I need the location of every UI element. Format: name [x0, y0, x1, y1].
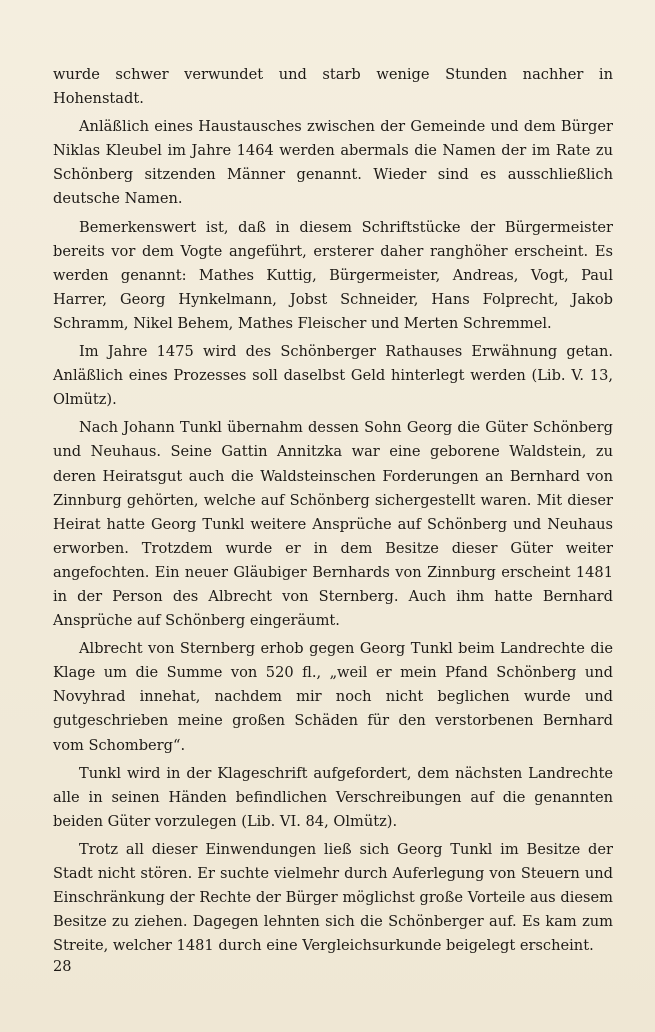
paragraph-klageschrift: Tunkl wird in der Klageschrift aufgefordert, dem nächsten Landrechte alle in seinen Händen befindlichen Verschreibungen auf die genannten beiden Güter vorzulegen (Lib. VI. 84, Olmütz). — [53, 764, 613, 830]
paragraph-albrecht-klage: Albrecht von Sternberg erhob gegen Georg Tunkl beim Landrechte die Klage um die Summe von 520 fl., „weil er mein Pfand Schönberg und Novyhrad innehat, nachdem mir noch nicht beglichen wurde und gutgeschrieben meine großen Schäden für den verstorbenen Bernhard vom Schomberg“. — [53, 640, 613, 754]
paragraph-rathaus: Im Jahre 1475 wird des Schönberger Rathauses Erwähnung getan. Anläßlich eines Prozesses soll daselbst Geld hinterlegt werden (Lib. V. 13, Olmütz). — [53, 343, 613, 409]
body-text — [53, 63, 613, 962]
paragraph-continuation: wurde schwer verwundet und starb wenige Stunden nachher in Hohenstadt. — [53, 66, 613, 108]
paragraph-haustausch: Anläßlich eines Haustausches zwischen der Gemeinde und dem Bürger Niklas Kleubel im Jahre 1464 werden abermals die Namen der im Rate zu Schönberg sitzenden Männer genannt. Wieder sind es ausschließlich deutsche Namen. — [53, 118, 613, 208]
paragraph-georg-tunkl: Nach Johann Tunkl übernahm dessen Sohn Georg die Güter Schönberg und Neuhaus. Seine Gattin Annitzka war eine geborene Waldstein, zu deren Heiratsgut auch die Waldsteinschen Forderungen an Bernhard von Zinnburg gehörten, welche auf Schönberg sichergestellt waren. Mit dieser Heirat hatte Georg Tunkl weitere Ansprüche auf Schönberg und Neuhaus erworben. Trotzdem wurde er in dem Besitze dieser Güter weiter angefochten. Ein neuer Gläubiger Bernhards von Zinnburg erscheint 1481 in der Person des Albrecht von Sternberg. Auch ihm hatte Bernhard Ansprüche auf Schönberg eingeräumt. — [53, 419, 613, 630]
page-number: 28 — [53, 958, 72, 975]
paragraph-einwendungen: Trotz all dieser Einwendungen ließ sich Georg Tunkl im Besitze der Stadt nicht stören. Er suchte vielmehr durch Auferlegung von Steuern und Einschränkung der Rechte der Bürger möglichst große Vorteile aus diesem Besitze zu ziehen. Dagegen lehnten sich die Schönberger auf. Es kam zum Streite, welcher 1481 durch eine Vergleichsurkunde beigelegt erscheint. — [53, 840, 613, 955]
paragraph-buergermeister: Bemerkenswert ist, daß in diesem Schriftstücke der Bürgermeister bereits vor dem Vogte angeführt, ersterer daher ranghöher erscheint. Es werden genannt: Mathes Kuttig, Bürgermeister, Andreas, Vogt, Paul Harrer, Georg Hynkelmann, Jobst Schneider, Hans Folprecht, Jakob Schramm, Nikel Behem, Mathes Fleischer und Merten Schremmel. — [53, 218, 613, 332]
